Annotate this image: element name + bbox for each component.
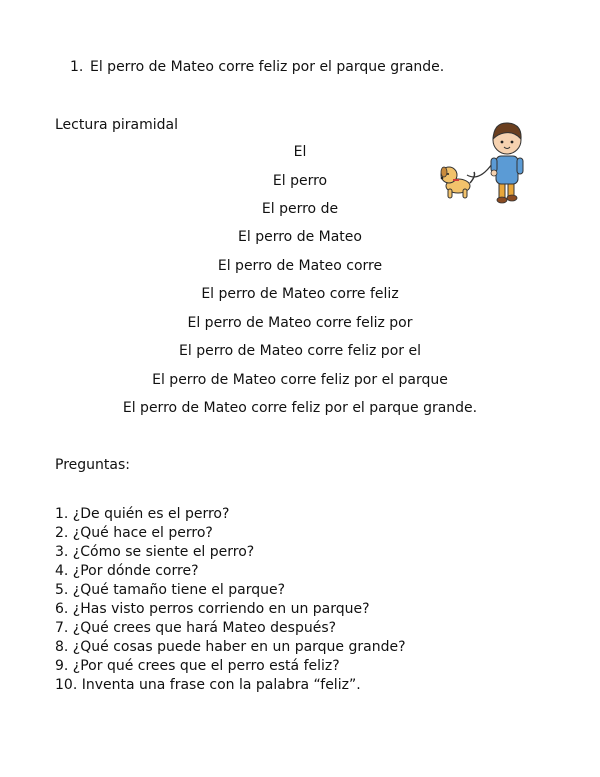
question-item: 8. ¿Qué cosas puede haber en un parque grande? — [55, 639, 406, 655]
questions-list — [55, 505, 406, 695]
pyramid-line: El perro — [272, 173, 328, 189]
pyramid-line: El perro de Mateo corre feliz por el parque — [152, 372, 448, 388]
pyramid-reading-title: Lectura piramidal — [55, 117, 179, 133]
question-item: 6. ¿Has visto perros corriendo en un parque? — [55, 601, 370, 617]
question-item: 2. ¿Qué hace el perro? — [55, 525, 213, 541]
pyramid-line: El perro de Mateo corre feliz — [201, 286, 399, 302]
pyramid-line: El perro de Mateo corre feliz por — [187, 315, 413, 331]
questions-title: Preguntas: — [55, 457, 130, 473]
pyramid-line: El perro de Mateo — [238, 229, 362, 245]
question-item: 4. ¿Por dónde corre? — [55, 563, 199, 579]
boy-icon — [491, 123, 523, 203]
pyramid-line: El perro de Mateo corre feliz por el parque grande. — [122, 400, 478, 416]
boy-walking-dog-illustration — [434, 112, 534, 208]
dog-icon — [441, 167, 475, 198]
pyramid-line: El — [293, 144, 307, 160]
question-item: 5. ¿Qué tamaño tiene el parque? — [55, 582, 286, 598]
example-sentence — [70, 59, 444, 75]
question-item: 3. ¿Cómo se siente el perro? — [55, 544, 255, 560]
question-item: 9. ¿Por qué crees que el perro está feliz? — [55, 658, 340, 674]
sentence-text: El perro de Mateo corre feliz por el parque grande. — [90, 59, 445, 75]
question-item: 10. Inventa una frase con la palabra “feliz”. — [55, 677, 361, 693]
pyramid-line: El perro de — [261, 201, 339, 217]
pyramid-line: El perro de Mateo corre feliz por el — [179, 343, 421, 359]
question-item: 7. ¿Qué crees que hará Mateo después? — [55, 620, 337, 636]
question-item: 1. ¿De quién es el perro? — [55, 506, 230, 522]
pyramid-line: El perro de Mateo corre — [217, 258, 383, 274]
sentence-number: 1. — [70, 59, 84, 75]
